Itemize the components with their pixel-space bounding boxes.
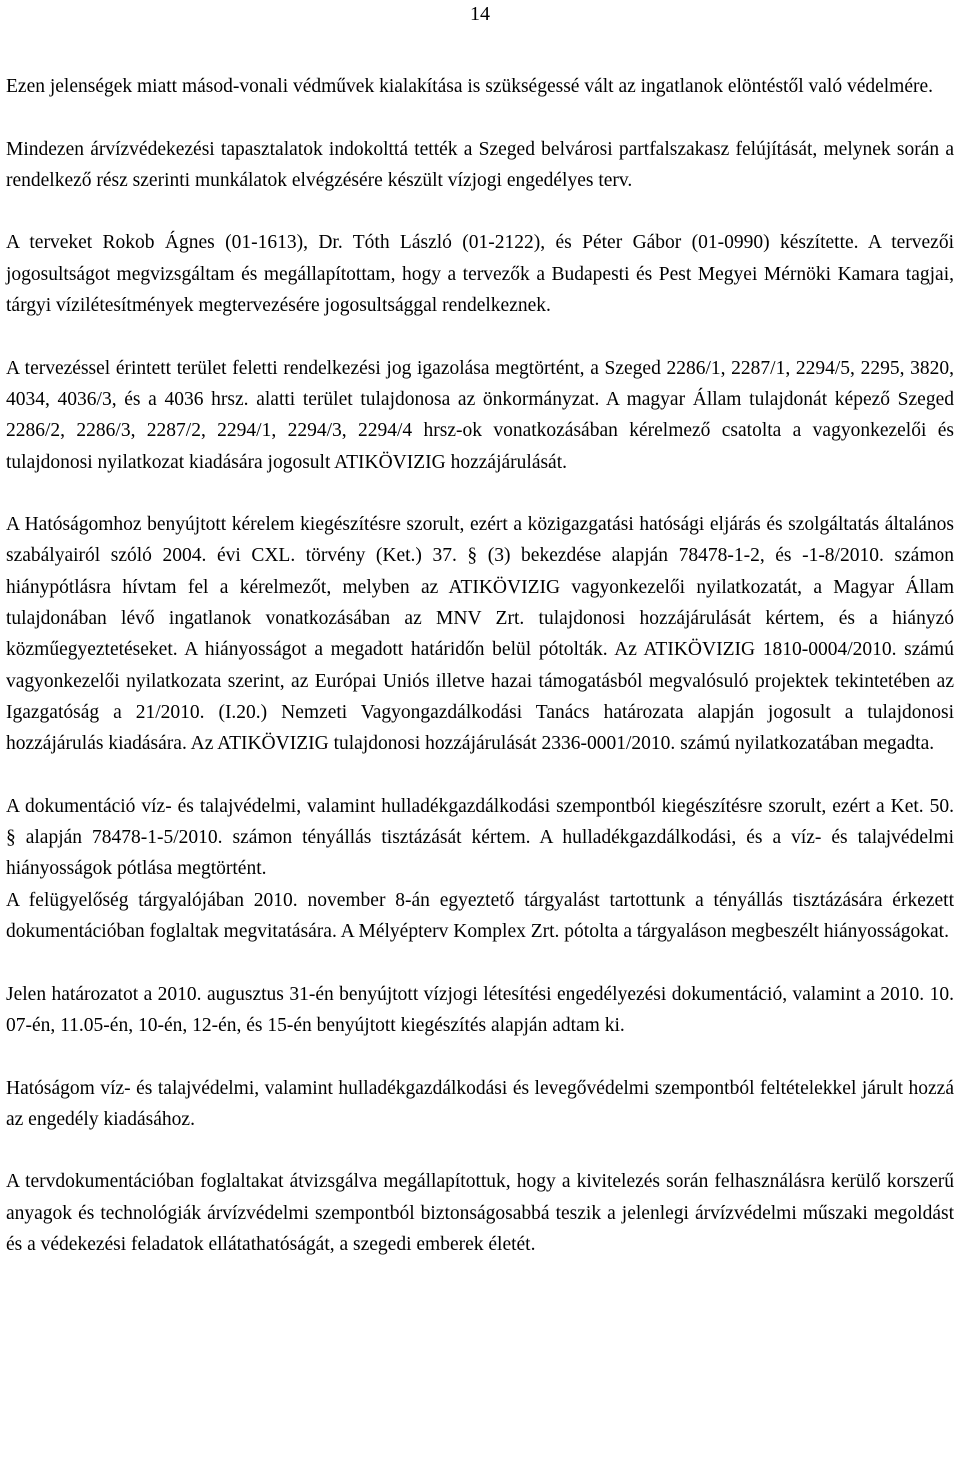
document-body (6, 71, 954, 1292)
paragraph-9: Hatóságom víz- és talajvédelmi, valamint hulladékgazdálkodási és levegővédelmi szempontból feltételekkel járult hozzá az engedély kiadásához. (6, 1077, 954, 1130)
paragraph-2: Mindezen árvízvédekezési tapasztalatok indokolttá tették a Szeged belvárosi partfalszakasz felújítását, melynek során a rendelkező rész szerinti munkálatok elvégzésére készült vízjogi engedélyes terv. (6, 138, 954, 191)
paragraph-8: Jelen határozatot a 2010. augusztus 31-én benyújtott vízjogi létesítési engedélyezési dokumentáció, valamint a 2010. 10. 07-én, 11.05-én, 10-én, 12-én, és 15-én benyújtott kiegészítés alapján adtam ki. (6, 983, 954, 1036)
paragraph-3: A terveket Rokob Ágnes (01-1613), Dr. Tóth László (01-2122), és Péter Gábor (01-0990) készítette. A tervezői jogosultságot megvizsgáltam és megállapítottam, hogy a tervezők a Budapesti és Pest Megyei Mérnöki Kamara tagjai, tárgyi vízilétesítmények megtervezésére jogosultsággal rendelkeznek. (6, 232, 954, 317)
paragraph-1: Ezen jelenségek miatt másod-vonali védművek kialakítása is szükségessé vált az ingatlanok elöntéstől való védelmére. (6, 76, 934, 97)
paragraph-7: A felügyelőség tárgyalójában 2010. november 8-án egyeztető tárgyalást tartottunk a tényállás tisztázására érkezett dokumentációban foglaltak megvitatására. A Mélyépterv Komplex Zrt. pótolta a tárgyaláson megbeszélt hiányosságokat. (6, 889, 954, 943)
paragraph-6: A dokumentáció víz- és talajvédelmi, valamint hulladékgazdálkodási szempontból kiegészítésre szorult, ezért a Ket. 50. § alapján 78478-1-5/2010. számon tényállás tisztázását kértem. A hulladékgazdálkodási, és a víz- és talajvédelmi hiányosságok pótlása megtörtént. (6, 795, 954, 880)
paragraph-5: A Hatóságomhoz benyújtott kérelem kiegészítésre szorult, ezért a közigazgatási hatósági eljárás és szolgáltatás általános szabályairól szóló 2004. évi CXL. törvény (Ket.) 37. § (3) bekezdése alapján 78478-1-2, és -1-8/2010. számon hiánypótlásra hívtam fel a kérelmezőt, melyben az ATIKÖVIZIG vagyonkezelői nyilatkozatát, a Magyar Állam tulajdonában lévő ingatlanok vonatkozásában az MNV Zrt. tulajdonosi hozzájárulását kértem, és a hiányzó közműegyeztetéseket. A hiányosságot a megadott határidőn belül pótolták. Az ATIKÖVIZIG 1810-0004/2010. számú vagyonkezelői nyilatkozata szerint, az Európai Uniós illetve hazai támogatásból megvalósuló projektek tekintetében az Igazgatóság a 21/2010. (I.20.) Nemzeti Vagyongazdálkodási Tanács határozata alapján jogosult a tulajdonosi hozzájárulás kiadására. Az ATIKÖVIZIG tulajdonosi hozzájárulását 2336-0001/2010. számú nyilatkozatában megadta. (6, 514, 954, 755)
paragraph-10: A tervdokumentációban foglaltakat átvizsgálva megállapítottuk, hogy a kivitelezés során felhasználásra kerülő korszerű anyagok és technológiák árvízvédelmi szempontból biztonságosabbá teszik a jelenlegi árvízvédelmi műszaki megoldást és a védekezési feladatok ellátathatóságát, a szegedi emberek életét. (6, 1171, 954, 1255)
paragraph-4: A tervezéssel érintett terület feletti rendelkezési jog igazolása megtörtént, a Szeged 2286/1, 2287/1, 2294/5, 2295, 3820, 4034, 4036/3, és a 4036 hrsz. alatti terület tulajdonosa az önkormányzat. A magyar Állam tulajdonát képező Szeged 2286/2, 2286/3, 2287/2, 2294/1, 2294/3, 2294/4 hrsz-ok vonatkozásában kérelmező csatolta a vagyonkezelői és tulajdonosi nyilatkozat kiadására jogosult ATIKÖVIZIG hozzájárulását. (6, 357, 954, 473)
page-number: 14 (470, 3, 490, 25)
